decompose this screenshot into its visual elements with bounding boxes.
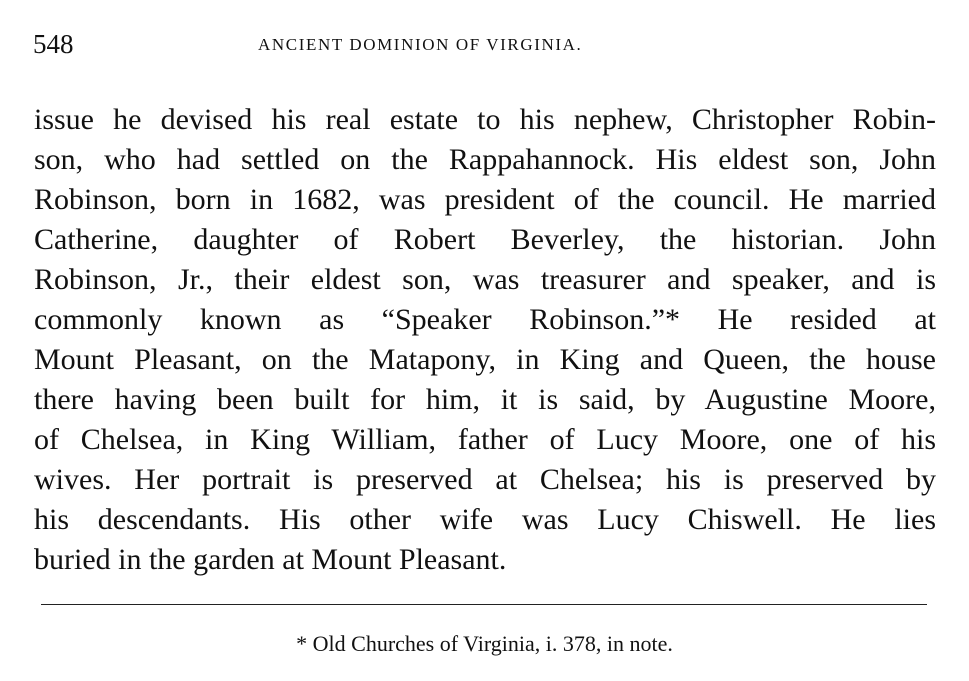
text-line: Catherine, daughter of Robert Beverley, the historian. John bbox=[34, 223, 936, 256]
running-title: ANCIENT DOMINION OF VIRGINIA. bbox=[258, 35, 583, 54]
footnote: * Old Churches of Virginia, i. 378, in note. bbox=[296, 631, 673, 656]
text-line: Robinson, born in 1682, was president of the council. He married bbox=[34, 183, 936, 216]
text-line: there having been built for him, it is said, by Augustine Moore, bbox=[34, 383, 936, 416]
text-line: commonly known as “Speaker Robinson.”* He resided at bbox=[34, 303, 936, 336]
text-line: Mount Pleasant, on the Matapony, in King and Queen, the house bbox=[34, 343, 936, 376]
text-line: wives. Her portrait is preserved at Chelsea; his is preserved by bbox=[34, 463, 936, 496]
text-line: issue he devised his real estate to his nephew, Christopher Robin- bbox=[34, 103, 936, 136]
page-number: 548 bbox=[33, 29, 74, 59]
text-line: of Chelsea, in King William, father of Lucy Moore, one of his bbox=[34, 423, 936, 456]
text-line: son, who had settled on the Rappahannock. His eldest son, John bbox=[34, 143, 936, 176]
text-line: buried in the garden at Mount Pleasant. bbox=[34, 543, 507, 576]
footnote-divider bbox=[41, 604, 927, 605]
text-line: his descendants. His other wife was Lucy Chiswell. He lies bbox=[34, 503, 936, 536]
text-line: Robinson, Jr., their eldest son, was treasurer and speaker, and is bbox=[34, 263, 936, 296]
body-paragraph bbox=[34, 100, 936, 580]
